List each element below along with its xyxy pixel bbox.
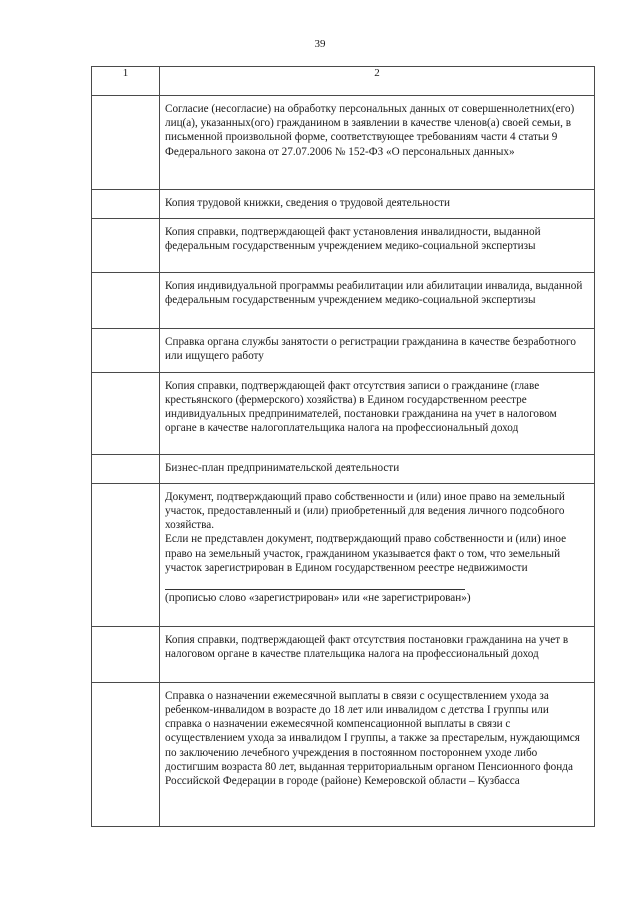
table-row <box>92 372 595 454</box>
table-row <box>92 626 595 682</box>
table-header-row <box>92 67 595 96</box>
empty-cell <box>92 626 160 682</box>
fill-in-caption: (прописью слово «зарегистрирован» или «не зарегистрирован») <box>165 592 471 605</box>
document-item: Копия справки, подтверждающей факт установления инвалидности, выданной федеральным государственным учреждением медико-социальной экспертизы <box>160 219 595 273</box>
page-number: 39 <box>314 38 326 50</box>
empty-cell <box>92 483 160 626</box>
column-header-1: 1 <box>92 67 160 96</box>
table-row <box>92 329 595 372</box>
empty-cell <box>92 372 160 454</box>
table-row <box>92 273 595 329</box>
empty-cell <box>92 96 160 190</box>
document-item: Справка о назначении ежемесячной выплаты в связи с осуществлением ухода за ребенком-инвалидом в возрасте до 18 лет или инвалидом с детства I группы или справка о назначении ежемесячной компенсационной выплаты в связи с осуществлением ухода за инвалидом I группы, а также за престарелым, нуждающимся по заключению лечебного учреждения в постоянном постороннем уходе либо достигшим возраста 80 лет, выданная территориальным органом Пенсионного фонда Российской Федерации в городе (районе) Кемеровской области – Кузбасса <box>160 682 595 826</box>
empty-cell <box>92 454 160 483</box>
document-item: Копия справки, подтверждающей факт отсутствия записи о гражданине (главе крестьянского (фермерского) хозяйства) в Едином государственном реестре индивидуальных предпринимателей, постановки гражданина на учет в налоговом органе в качестве налогоплательщика налога на профессиональный доход <box>160 372 595 454</box>
document-item: Бизнес-план предпринимательской деятельности <box>160 454 595 483</box>
table-row <box>92 219 595 273</box>
documents-table <box>91 66 595 827</box>
column-header-2: 2 <box>160 67 595 96</box>
document-item: Справка органа службы занятости о регистрации гражданина в качестве безработного или ищущего работу <box>160 329 595 372</box>
empty-cell <box>92 190 160 219</box>
document-item <box>160 483 595 626</box>
empty-cell <box>92 682 160 826</box>
empty-cell <box>92 219 160 273</box>
land-registration-text: Если не представлен документ, подтверждающий право собственности и (или) иное право на земельный участок, гражданином указывается факт о том, что земельный участок зарегистрирован в Едином государственном реестре недвижимости <box>165 533 567 574</box>
empty-cell <box>92 273 160 329</box>
table-row <box>92 190 595 219</box>
table-row <box>92 483 595 626</box>
document-item: Копия индивидуальной программы реабилитации или абилитации инвалида, выданной федеральным государственным учреждением медико-социальной экспертизы <box>160 273 595 329</box>
table-row <box>92 682 595 826</box>
table-row <box>92 96 595 190</box>
document-item: Копия справки, подтверждающей факт отсутствия постановки гражданина на учет в налоговом органе в качестве плательщика налога на профессиональный доход <box>160 626 595 682</box>
empty-cell <box>92 329 160 372</box>
land-document-text: Документ, подтверждающий право собственности и (или) иное право на земельный участок, предоставленный и (или) приобретенный для ведения личного подсобного хозяйства. <box>165 490 565 532</box>
document-item: Копия трудовой книжки, сведения о трудовой деятельности <box>160 190 595 219</box>
document-item: Согласие (несогласие) на обработку персональных данных от совершеннолетних(его) лиц(а), указанных(ого) гражданином в заявлении в качестве членов(а) своей семьи, в письменной произвольной форме, соответствующее требованиям части 4 статьи 9 Федерального закона от 27.07.2006 № 152-ФЗ «О персональных данных» <box>160 96 595 190</box>
table-row <box>92 454 595 483</box>
